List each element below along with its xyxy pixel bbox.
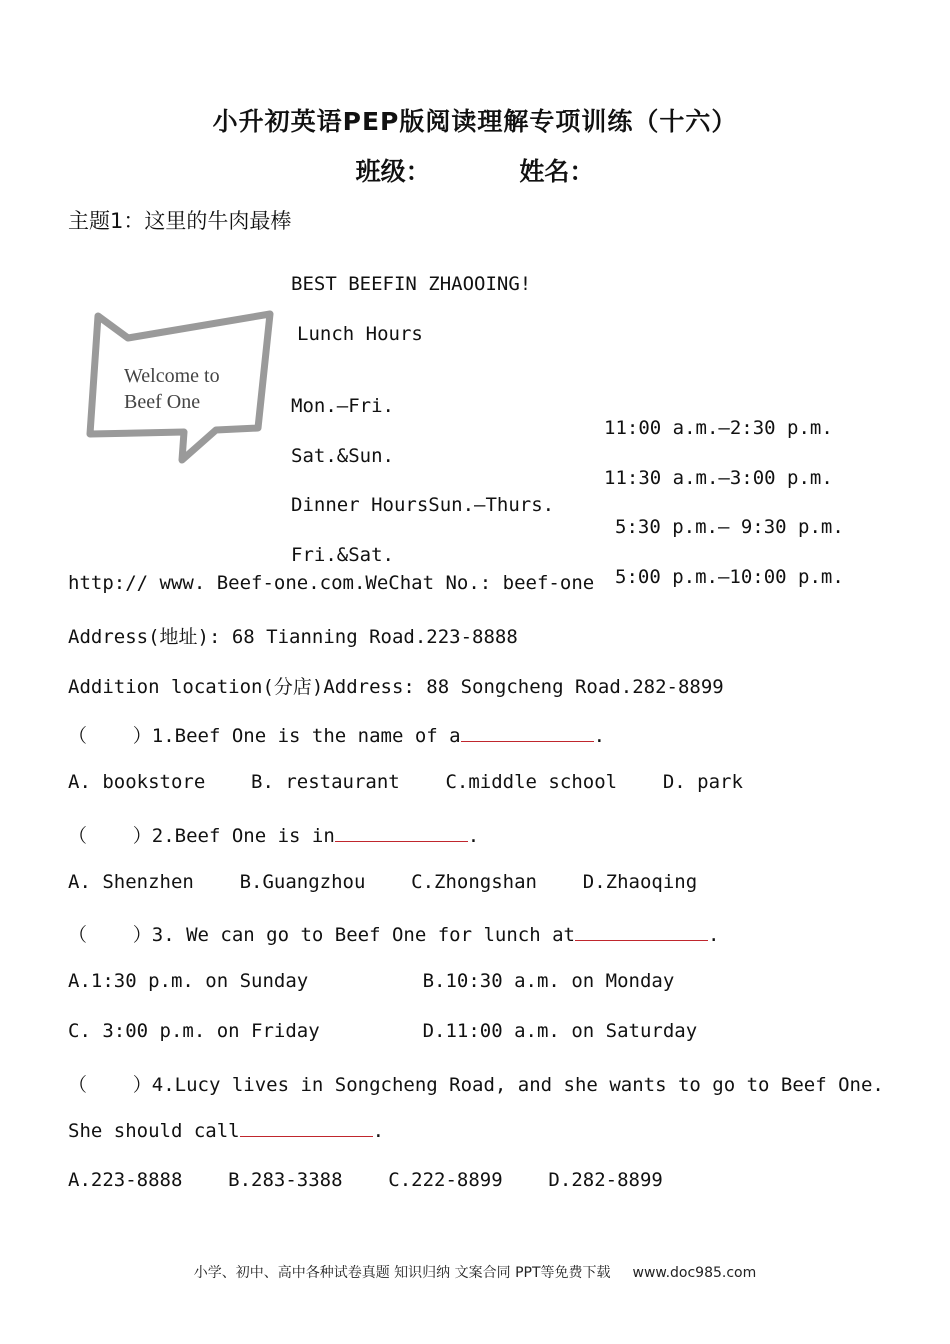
hours-time: 5:30 p.m.— 9:30 p.m. bbox=[615, 516, 844, 538]
answer-blank[interactable] bbox=[575, 924, 708, 941]
contact-addition: Addition location(分店)Address: 88 Songcheng Road.282-8899 bbox=[68, 676, 724, 698]
welcome-bubble-image bbox=[86, 310, 276, 465]
bubble-line-2: Beef One bbox=[124, 391, 201, 413]
contact-web: http:// www. Beef-one.com.WeChat No.: beef-one bbox=[68, 572, 595, 594]
question-3: （ ）3. We can go to Beef One for lunch at . bbox=[68, 924, 720, 946]
hours-time: 11:00 a.m.—2:30 p.m. bbox=[604, 417, 833, 439]
hours-day: Fri.&Sat. bbox=[291, 544, 394, 566]
question-4-cont: She should call . bbox=[68, 1120, 385, 1142]
question-3-options-b: C. 3:00 p.m. on Friday D.11:00 a.m. on Saturday bbox=[68, 1020, 698, 1042]
page-title: 小升初英语PEP版阅读理解专项训练（十六） bbox=[212, 107, 738, 136]
bubble-line-1: Welcome to bbox=[124, 365, 220, 387]
question-text: She should call bbox=[68, 1120, 240, 1142]
hours-time: 11:30 a.m.—3:00 p.m. bbox=[604, 467, 833, 489]
topic-heading: 主题1：这里的牛肉最棒 bbox=[68, 209, 292, 233]
footer bbox=[0, 1262, 950, 1282]
question-4: （ ）4.Lucy lives in Songcheng Road, and she wants to go to Beef One. bbox=[68, 1074, 884, 1096]
question-4-options: A.223-8888 B.283-3388 C.222-8899 D.282-8899 bbox=[68, 1169, 663, 1191]
answer-blank[interactable] bbox=[240, 1120, 373, 1137]
question-text: （ ）1.Beef One is the name of a bbox=[68, 725, 461, 747]
question-text: （ ）3. We can go to Beef One for lunch at bbox=[68, 924, 575, 946]
footer-text: 小学、初中、高中各种试卷真题 知识归纳 文案合同 PPT等免费下载 bbox=[193, 1265, 611, 1281]
answer-blank[interactable] bbox=[461, 725, 594, 742]
ad-title: BEST BEEFIN ZHAOOING! bbox=[291, 273, 532, 295]
question-2-options: A. Shenzhen B.Guangzhou C.Zhongshan D.Zhaoqing bbox=[68, 871, 698, 893]
hours-day: Mon.—Fri. bbox=[291, 395, 394, 417]
hours-day: Sat.&Sun. bbox=[291, 445, 394, 467]
hours-time: 5:00 p.m.—10:00 p.m. bbox=[615, 566, 844, 588]
question-3-options-a: A.1:30 p.m. on Sunday B.10:30 a.m. on Monday bbox=[68, 970, 675, 992]
class-name-line bbox=[0, 152, 950, 188]
lunch-hours-label: Lunch Hours bbox=[297, 323, 423, 345]
contact-address: Address(地址): 68 Tianning Road.223-8888 bbox=[68, 626, 518, 648]
name-label: 姓名： bbox=[519, 157, 595, 186]
answer-blank[interactable] bbox=[335, 825, 468, 842]
question-1-options: A. bookstore B. restaurant C.middle school D. park bbox=[68, 771, 743, 793]
question-1: （ ）1.Beef One is the name of a . bbox=[68, 725, 606, 747]
footer-site-link[interactable]: www.doc985.com bbox=[632, 1265, 757, 1281]
question-2: （ ）2.Beef One is in . bbox=[68, 825, 480, 847]
class-label: 班级： bbox=[355, 157, 431, 186]
question-text: （ ）2.Beef One is in bbox=[68, 825, 335, 847]
hours-day: Dinner HoursSun.—Thurs. bbox=[291, 494, 555, 516]
